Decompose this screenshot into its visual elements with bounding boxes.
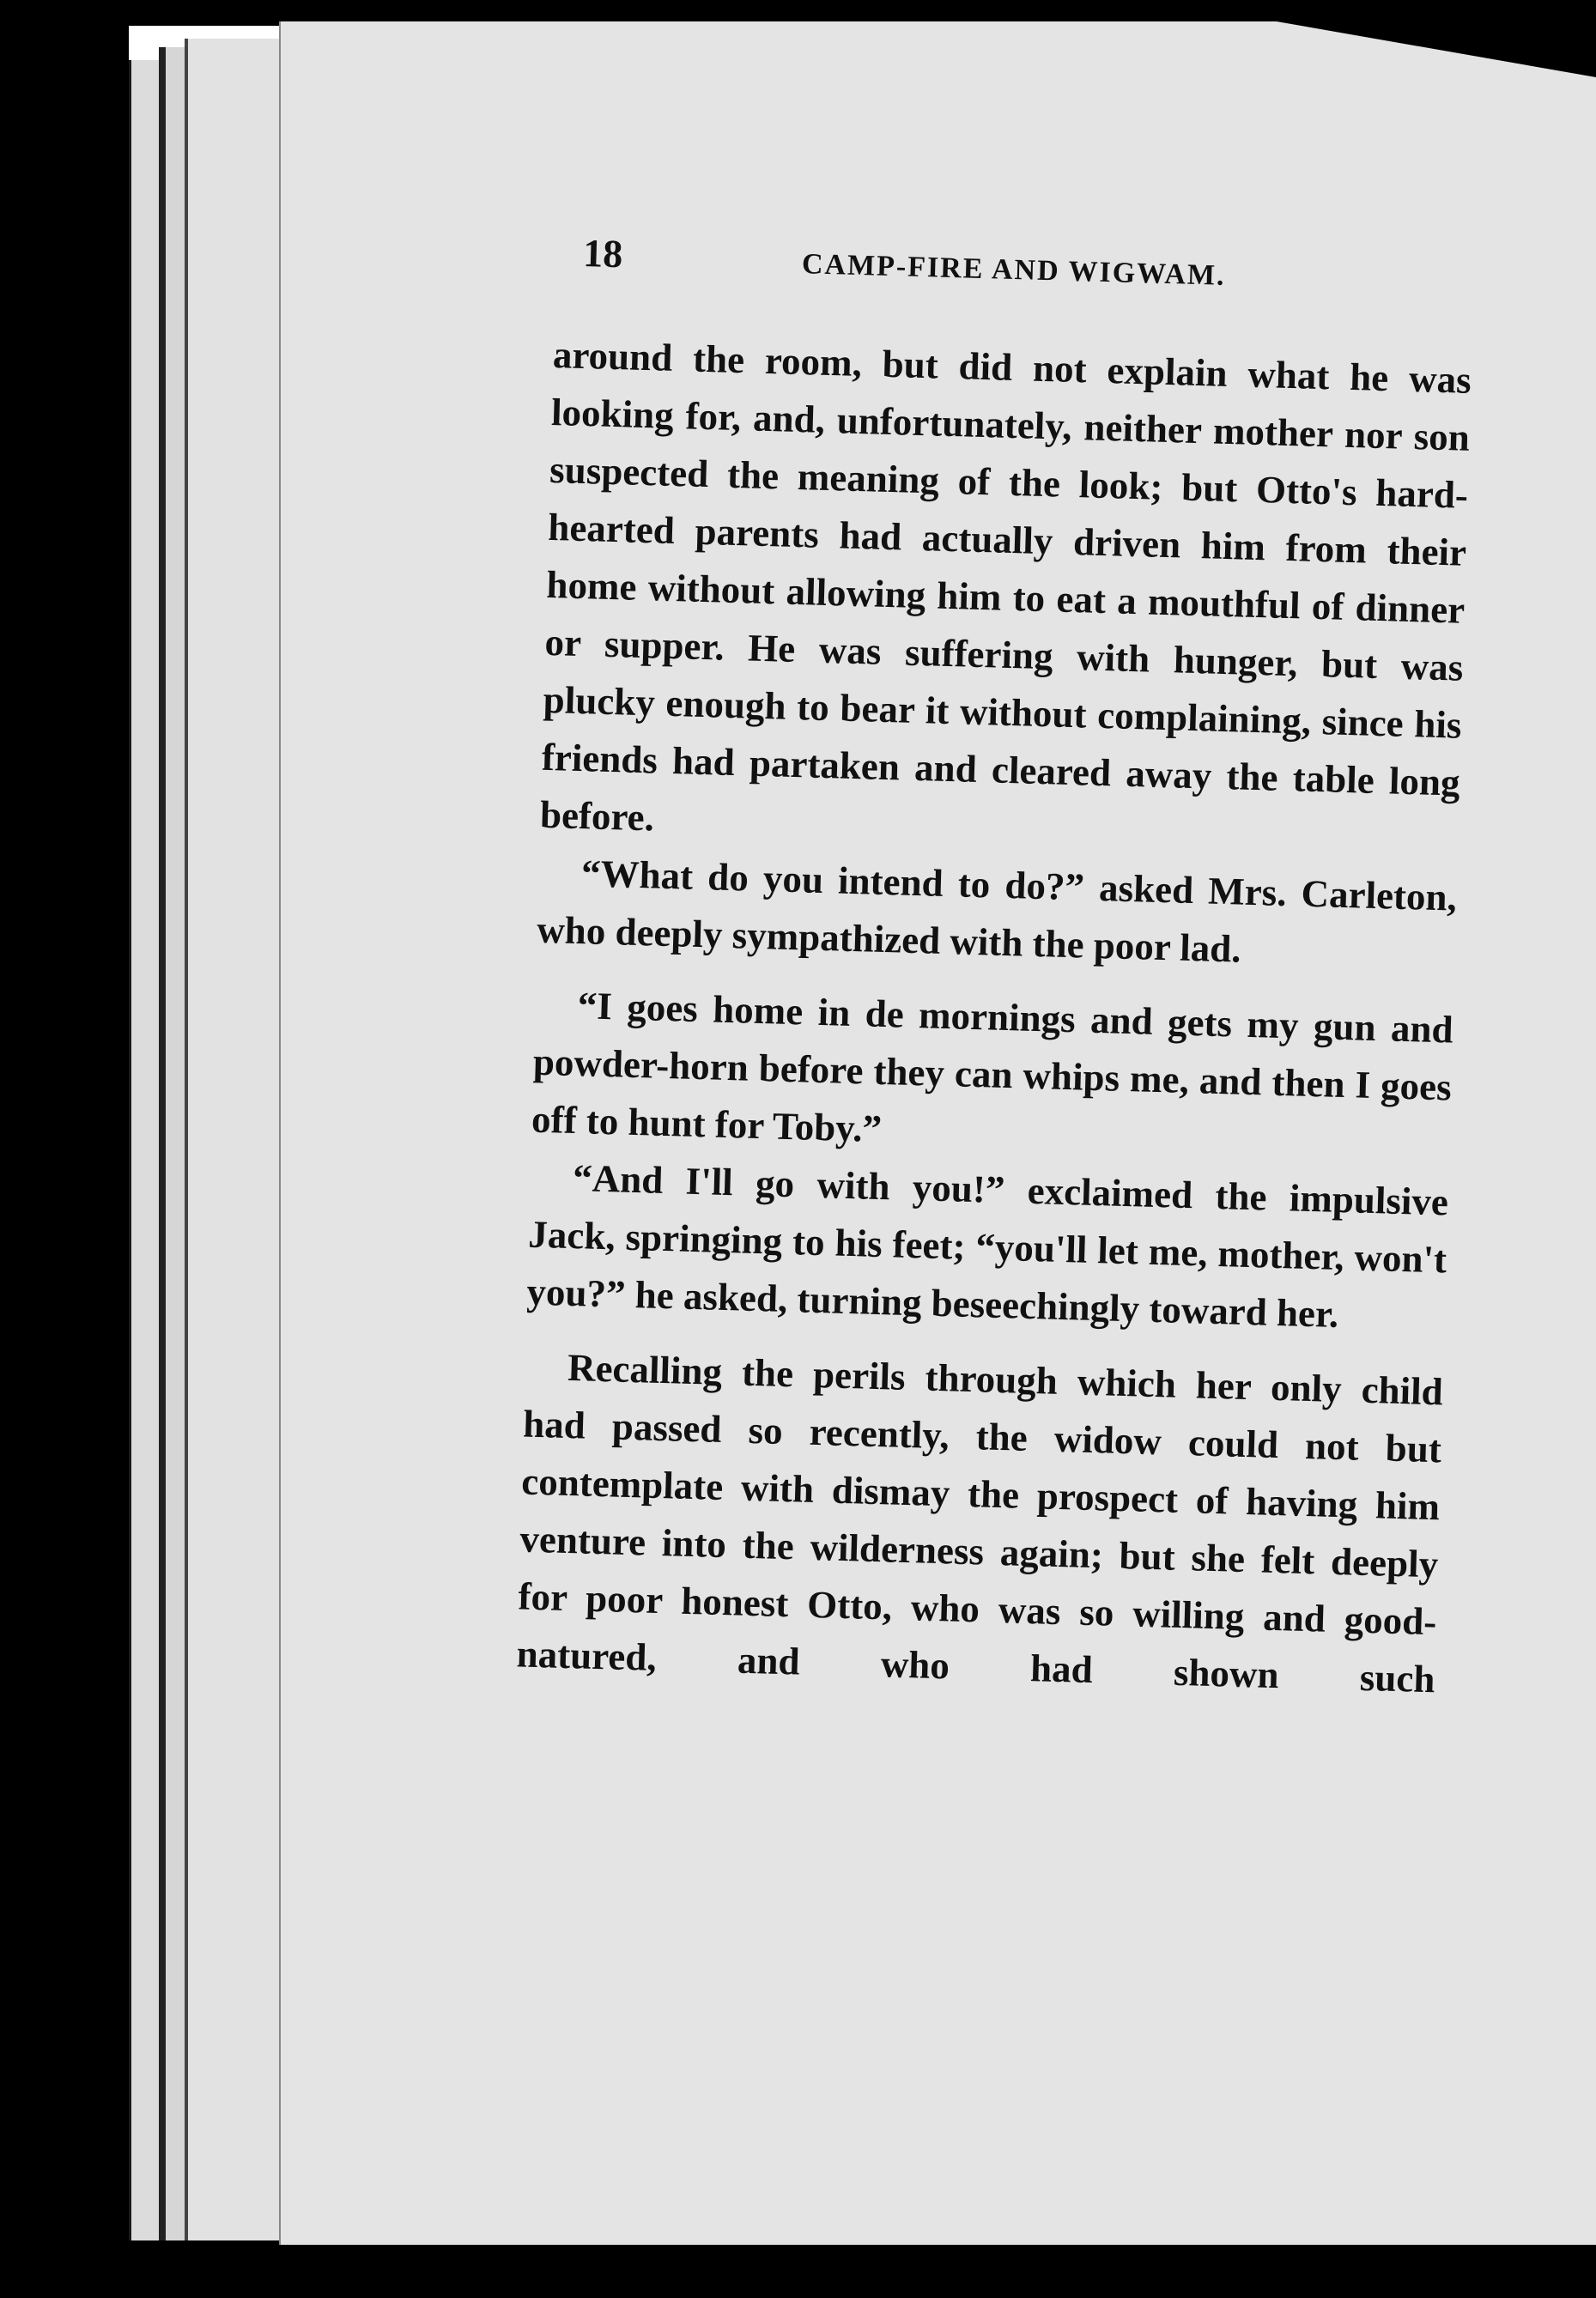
paragraph: around the room, but did not explain what he was looking for, and, unfortunately, neither mother nor son suspected the meaning of the look; but Otto's hard-hearted parents had actually driven him from their home without allowing him to eat a mouthful of dinner or supper. He was suffering with hunger, but was plucky enough to bear it without complaining, since his friends had partaken and cleared away the table long before. bbox=[539, 332, 1472, 840]
paragraph: Recalling the perils through which her only child had passed so recently, the widow could not but contemplate with dismay the prospect of having him venture into the wilderness again; but she felt deeply for poor honest Otto, who was so willing and good-natured, and who had shown such bbox=[516, 1345, 1444, 1701]
running-head: CAMP-FIRE AND WIGWAM. bbox=[801, 248, 1227, 292]
paragraph: “What do you intend to do?” asked Mrs. Carleton, who deeply sympathized with the poor lad. bbox=[536, 852, 1458, 971]
paragraph: “And I'll go with you!” exclaimed the impulsive Jack, springing to his feet; “you'll let me, mother, won't you?” he asked, turning beseechingly toward her. bbox=[525, 1156, 1449, 1336]
page-number: 18 bbox=[582, 230, 623, 276]
scan-left-border bbox=[0, 0, 129, 2298]
body-text bbox=[516, 326, 1472, 1708]
paragraph: “I goes home in de mornings and gets my gun and powder-horn before they can whips me, and then I goes off to hunt for Toby.” bbox=[531, 984, 1454, 1151]
